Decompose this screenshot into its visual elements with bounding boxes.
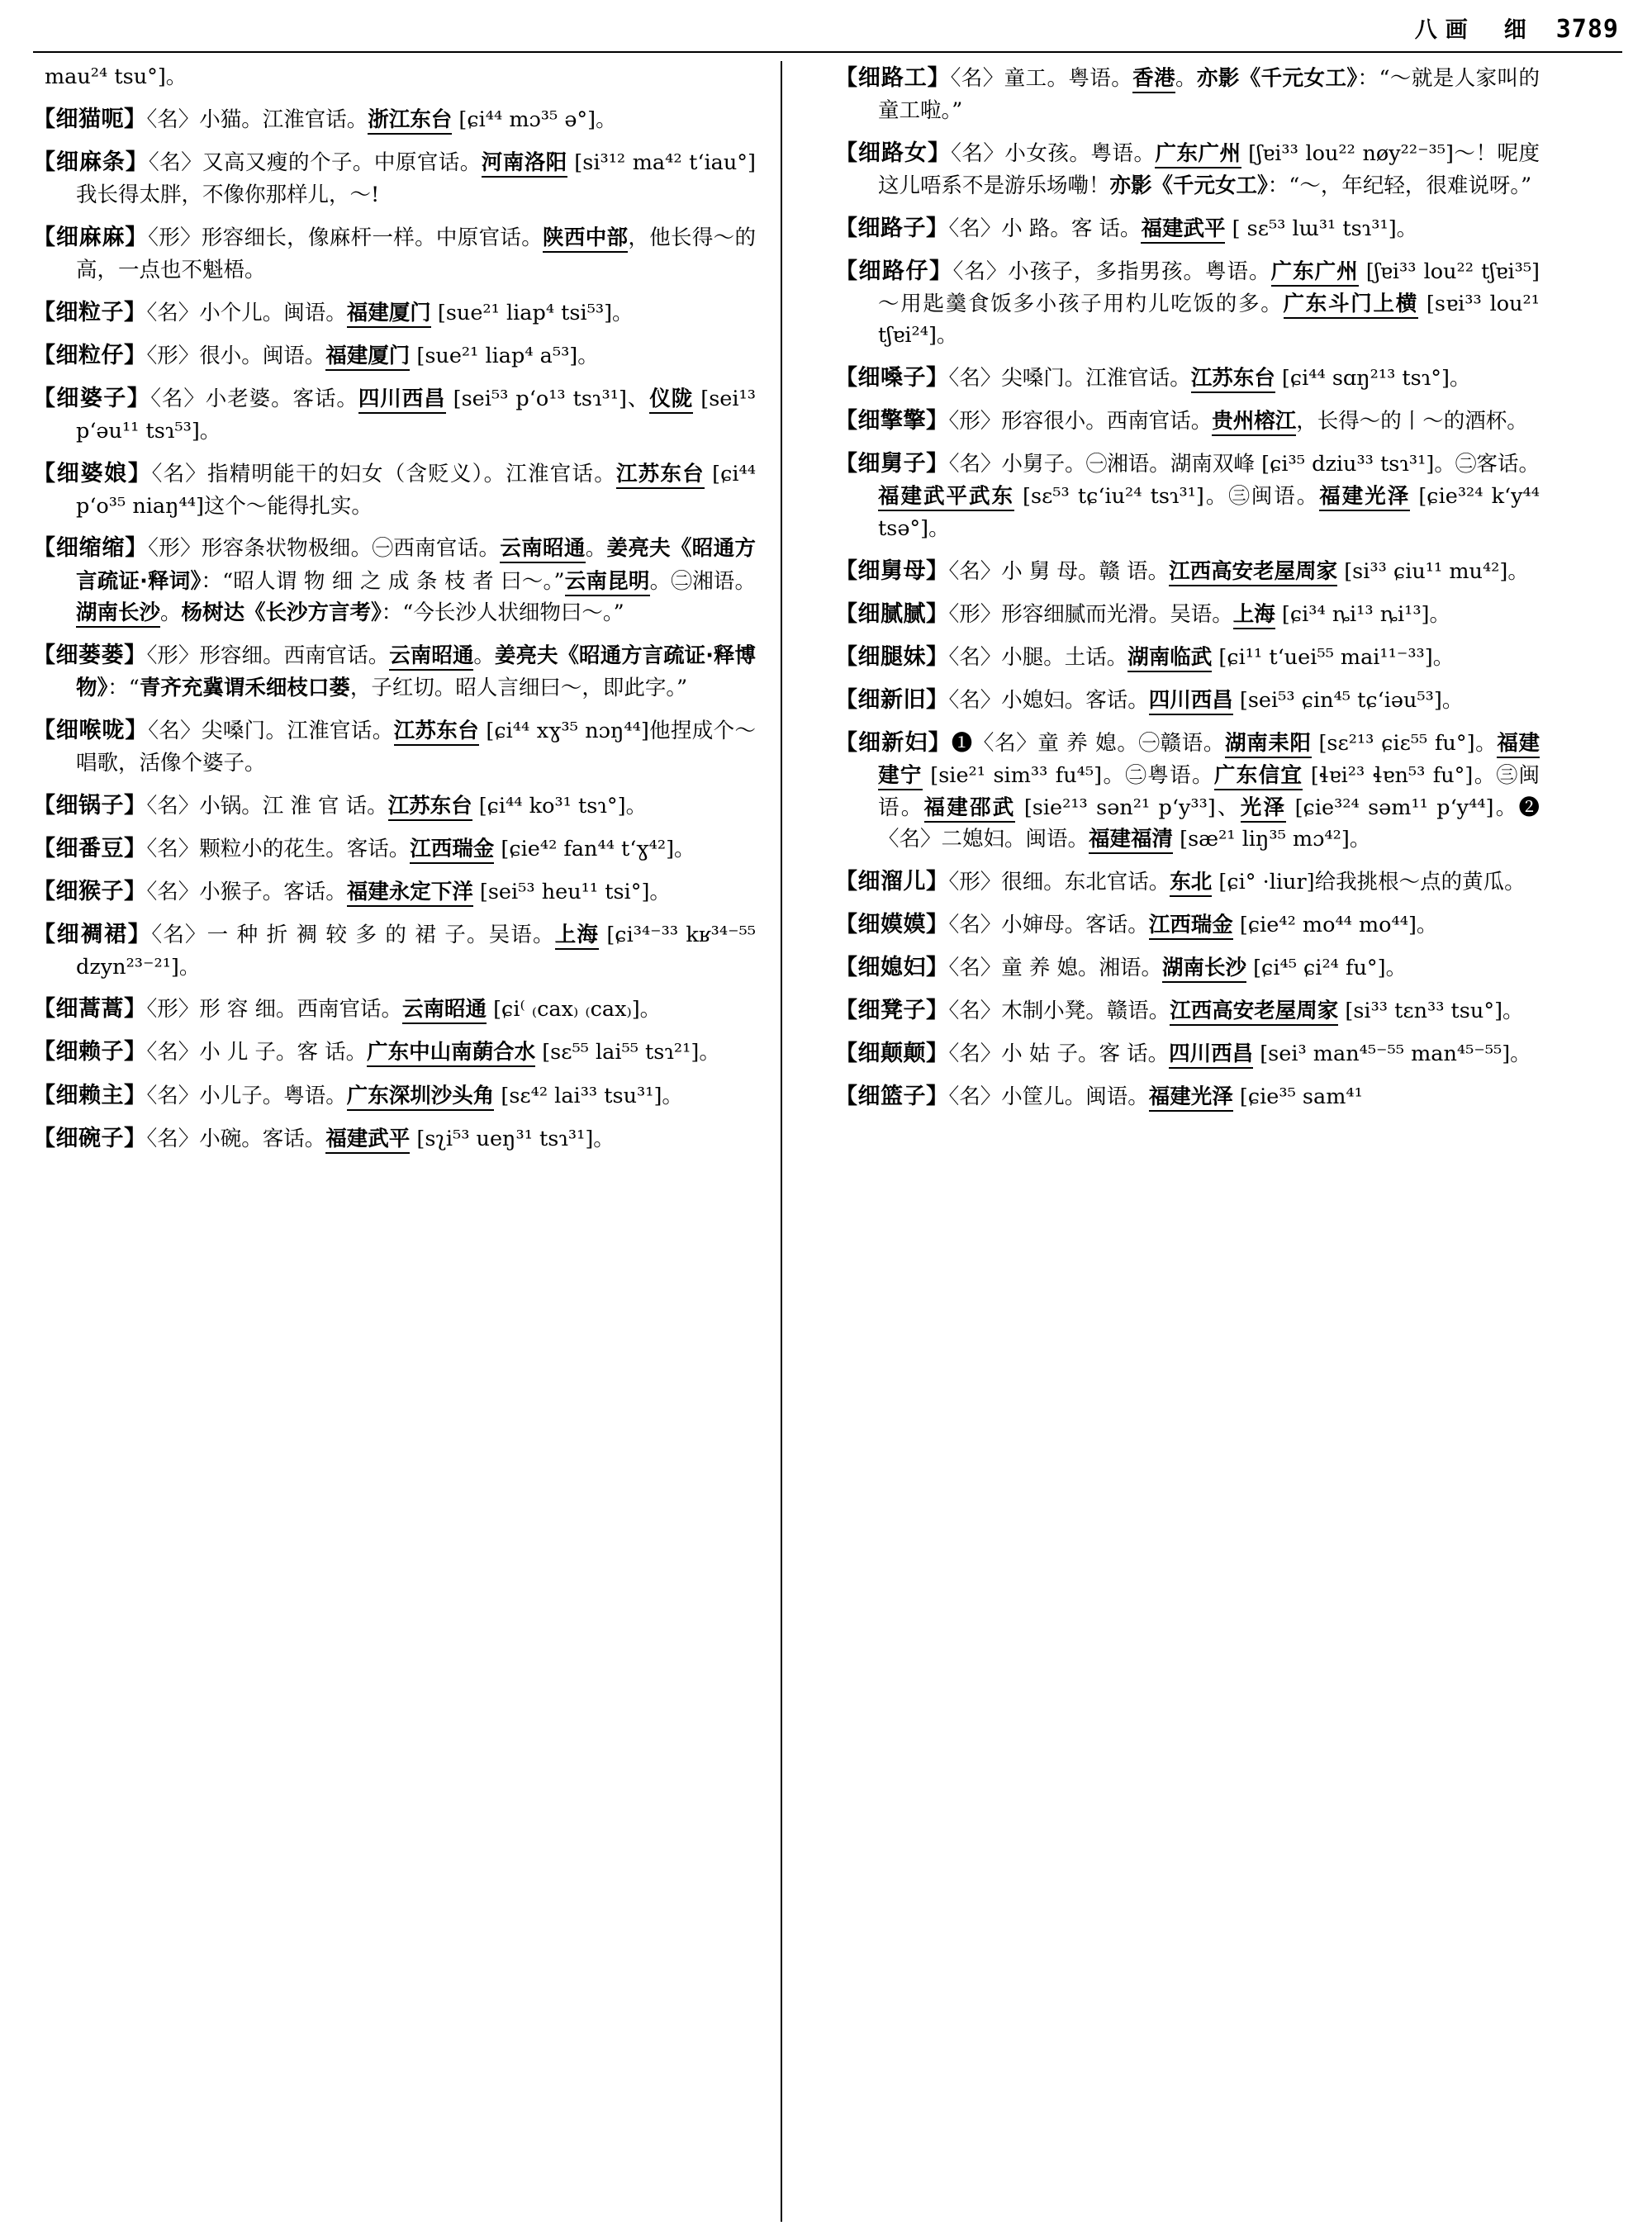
dialect-place: 福建光泽: [1149, 1084, 1233, 1112]
dictionary-entry: [835, 865, 1540, 899]
dialect-place: 浙江东台: [368, 107, 452, 135]
entry-definition: 〈形〉形 容 细。西南官话。云南昭通 [ɕi⁽ ₍cax₎ ₍cax₎]。: [147, 997, 662, 1024]
entry-definition: 〈名〉尖嗓门。江淮官话。江苏东台 [ɕi⁴⁴ sɑŋ²¹³ tsɿ°]。: [949, 366, 1471, 393]
dictionary-entry: [835, 640, 1540, 674]
left-column: [33, 61, 781, 2222]
entry-definition: 〈名〉童 养 媳。湘语。湖南长沙 [ɕi⁴⁵ ɕi²⁴ fu°]。: [949, 956, 1408, 983]
dialect-place: 湖南临武: [1127, 645, 1212, 672]
entry-headword: 【细番豆】: [33, 835, 147, 861]
entry-headword: 【细篮子】: [835, 1084, 949, 1110]
entry-definition: 〈名〉小女孩。粤语。广东广州 [ʃɐi³³ lou²² nøy²²⁻³⁵]～！呢度这儿唔系不是游乐场嘞！亦影《千元女工》：“～，年纪轻，很难说呀。”: [878, 140, 1540, 198]
column-divider: [781, 61, 782, 2222]
entry-headword: 【细路子】: [835, 215, 949, 241]
entry-definition: 〈形〉很细。东北官话。东北 [ɕi° ·liur]给我挑根～点的黄瓜。: [949, 870, 1526, 897]
entry-definition: 〈名〉指精明能干的妇女（含贬义）。江淮官话。江苏东台 [ɕi⁴⁴ pʻo³⁵ niaŋ⁴⁴]这个～能得扎实。: [76, 461, 756, 519]
left-entry-list: [33, 102, 756, 1155]
citation-source: 亦影《千元女工》: [1109, 173, 1268, 198]
entry-headword: 【细缩缩】: [33, 535, 149, 562]
entry-headword: 【细婆子】: [33, 385, 151, 411]
dialect-place: 陕西中部: [543, 225, 628, 253]
entry-headword: 【细凳子】: [835, 998, 949, 1024]
dialect-place: 东北: [1170, 870, 1212, 897]
dialect-place: 贵州榕江: [1212, 409, 1296, 436]
entry-headword: 【细蒌蒌】: [33, 643, 147, 668]
dialect-place: 福建厦门: [325, 344, 410, 371]
entry-headword: 【细嫫嫫】: [835, 912, 949, 938]
dialect-place: 广东广州: [1271, 259, 1359, 287]
entry-headword: 【细新旧】: [835, 686, 949, 713]
right-column: [792, 61, 1540, 2222]
dialect-place: 福建建宁: [878, 731, 1540, 790]
continued-fragment: mau²⁴ tsu°]。: [45, 64, 188, 89]
dialect-place: 江苏东台: [394, 719, 479, 746]
entry-definition: 〈名〉小 路。客 话。福建武平 [ sɛ⁵³ lɯ³¹ tsɿ³¹]。: [949, 216, 1418, 244]
entry-headword: 【细新妇】: [835, 729, 952, 756]
entry-definition: 〈名〉小孩子，多指男孩。粤语。广东广州 [ʃɐi³³ lou²² tʃɐi³⁵] ～用匙羹食饭多小孩子用杓儿吃饭的多。广东斗门上横 [sɐi³³ lou²¹ tʃɐi²⁴]。: [878, 259, 1540, 349]
entry-headword: 【细颠颠】: [835, 1041, 949, 1067]
entry-definition: 〈形〉形容细长，像麻杆一样。中原官话。陕西中部，他长得～的高，一点也不魁梧。: [76, 225, 756, 283]
entry-headword: 【细路女】: [835, 140, 952, 166]
entry-definition: 〈名〉小婶母。客话。江西瑞金 [ɕie⁴² mo⁴⁴ mo⁴⁴]。: [949, 913, 1438, 940]
entry-headword: 【细舅母】: [835, 558, 949, 584]
dictionary-entry: [835, 726, 1540, 856]
entry-definition: 〈名〉小猴子。客话。福建永定下洋 [sei⁵³ heu¹¹ tsi°]。: [147, 880, 671, 907]
dictionary-entry: [33, 296, 756, 330]
dialect-place: 江西瑞金: [1149, 913, 1233, 940]
dictionary-entry: [33, 832, 756, 866]
dialect-place: 江苏东台: [616, 462, 705, 489]
dialect-place: 四川西昌: [1169, 1041, 1253, 1069]
dictionary-entry: [835, 211, 1540, 245]
entry-definition: 〈名〉小 儿 子。客 话。广东中山南蓢合水 [sɛ⁵⁵ lai⁵⁵ tsɿ²¹]。: [147, 1040, 720, 1067]
dictionary-entry: [835, 597, 1540, 631]
entry-definition: 〈名〉尖嗓门。江淮官话。江苏东台 [ɕi⁴⁴ xɣ³⁵ nɔŋ⁴⁴]他捏成个～唱歌，活像个婆子。: [76, 718, 756, 776]
entry-headword: 【细路工】: [835, 65, 951, 91]
entry-headword: 【细媳妇】: [835, 955, 949, 981]
dictionary-entry: [33, 531, 756, 629]
entry-definition: 〈名〉小腿。土话。湖南临武 [ɕi¹¹ tʻuei⁵⁵ mai¹¹⁻³³]。: [949, 645, 1455, 672]
right-entry-list: [835, 61, 1540, 1113]
entry-headword: 【细粒子】: [33, 299, 147, 325]
dictionary-entry: [835, 61, 1540, 127]
entry-definition: ❶〈名〉童 养 媳。㊀赣语。湖南耒阳 [sɛ²¹³ ɕiɛ⁵⁵ fu°]。福建建宁 [sie²¹ sim³³ fu⁴⁵]。㊁粤语。广东信宜 [ɬɐi²³ ɬɐn⁵³ fu°]。㊂闽 语。福建邵武 [sie²¹³ sən²¹ pʻy³³]、光泽 [ɕie³²⁴ səm¹¹ pʻy⁴⁴]。❷〈名〉二媳妇。闽语。福建福清 [sæ²¹ liŋ³⁵ mɔ⁴²]。: [878, 731, 1540, 855]
entry-headword: 【细裯裙】: [33, 921, 152, 947]
dialect-place: 上海: [1233, 602, 1275, 629]
dictionary-entry: [835, 361, 1540, 395]
dictionary-entry: [33, 339, 756, 372]
dictionary-entry: [33, 221, 756, 287]
entry-definition: 〈名〉又高又瘦的个子。中原官话。河南洛阳 [si³¹² ma⁴² tʻiau°]我长得太胖，不像你那样儿，～!: [76, 150, 756, 208]
dialect-place: 河南洛阳: [482, 150, 567, 178]
citation-source: 姜亮夫《昭通方言疏证·释词》: [76, 536, 756, 594]
dialect-place: 福建光泽: [1319, 484, 1410, 511]
entry-headword: 【细婆娘】: [33, 460, 152, 486]
running-head-char: 细: [1503, 17, 1528, 43]
dialect-place: 湖南长沙: [1162, 956, 1246, 983]
entry-definition: 〈名〉小老婆。客话。四川西昌 [sei⁵³ pʻo¹³ tsɿ³¹]、仪陇 [sei¹³ pʻəu¹¹ tsɿ⁵³]。: [76, 386, 756, 444]
entry-headword: 【细碗子】: [33, 1125, 147, 1151]
running-head: [1415, 12, 1619, 44]
dictionary-entry: [33, 1122, 756, 1155]
citation-source: 青齐充冀谓禾细枝口蒌: [139, 676, 350, 701]
dictionary-entry: [33, 875, 756, 909]
entry-headword: 【细路仔】: [835, 258, 953, 284]
entry-headword: 【细赖子】: [33, 1039, 147, 1065]
dictionary-entry: [835, 994, 1540, 1027]
entry-definition: 〈名〉小筐儿。闽语。福建光泽 [ɕie³⁵ sam⁴¹: [949, 1084, 1363, 1112]
dictionary-entry: [835, 254, 1540, 353]
entry-definition: 〈名〉小媳妇。客话。四川西昌 [sei⁵³ ɕin⁴⁵ tɕʻiəu⁵³]。: [949, 688, 1464, 715]
entry-headword: 【细腻腻】: [835, 600, 949, 627]
dictionary-entry: [835, 404, 1540, 438]
entry-definition: 〈名〉小舅子。㊀湘语。湖南双峰 [ɕi³⁵ dziu³³ tsɿ³¹]。㊁客话。福建武平武东 [sɛ⁵³ tɕʻiu²⁴ tsɿ³¹]。㊂闽语。福建光泽 [ɕie³²⁴ kʻy⁴⁴ tsə°]。: [878, 452, 1540, 541]
entry-headword: 【细溜儿】: [835, 869, 949, 895]
entry-definition: 〈名〉颗粒小的花生。客话。江西瑞金 [ɕie⁴² fan⁴⁴ tʻɣ⁴²]。: [147, 837, 695, 864]
dictionary-entry: [835, 1037, 1540, 1070]
dialect-place: 福建武平武东: [878, 484, 1014, 511]
page-number: 3789: [1555, 15, 1619, 44]
text-columns: [33, 61, 1622, 2222]
entry-headword: 【细喉咙】: [33, 717, 149, 743]
dialect-place: 福建邵武: [924, 795, 1016, 823]
dialect-place: 四川西昌: [358, 387, 446, 414]
dialect-place: 湖南耒阳: [1225, 731, 1312, 758]
dialect-place: 云南昭通: [500, 536, 585, 563]
dictionary-entry: [33, 145, 756, 211]
dialect-place: 福建永定下洋: [347, 880, 473, 907]
entry-definition: 〈名〉小儿子。粤语。广东深圳沙头角 [sɛ⁴² lai³³ tsu³¹]。: [147, 1084, 683, 1111]
entry-headword: 【细腿妹】: [835, 643, 949, 670]
entry-definition: 〈名〉木制小凳。赣语。江西高安老屋周家 [si³³ tɛn³³ tsu°]。: [949, 999, 1524, 1026]
entry-definition: 〈形〉很小。闽语。福建厦门 [sue²¹ liap⁴ a⁵³]。: [147, 344, 599, 371]
entry-definition: 〈名〉小个儿。闽语。福建厦门 [sue²¹ liap⁴ tsi⁵³]。: [147, 301, 634, 328]
dialect-place: 湖南长沙: [76, 600, 160, 628]
dialect-place: 江西高安老屋周家: [1170, 999, 1338, 1026]
dialect-place: 江西瑞金: [410, 837, 494, 864]
dictionary-entry: [33, 992, 756, 1026]
entry-headword: 【细擎擎】: [835, 408, 949, 434]
entry-headword: 【细猫呃】: [33, 107, 147, 133]
dialect-place: 福建福清: [1089, 827, 1173, 854]
dictionary-entry: [835, 908, 1540, 942]
dialect-place: 江苏东台: [388, 794, 472, 821]
entry-definition: 〈形〉形容条状物极细。㊀西南官话。云南昭通。姜亮夫《昭通方言疏证·释词》：“昭人谓 物 细 之 成 条 枝 者 曰～。”云南昆明。㊁湘语。湖南长沙。杨树达《长沙方言考》：“今长沙人状细物曰～。”: [76, 536, 756, 628]
dictionary-entry: [835, 951, 1540, 985]
entry-headword: 【细蒿蒿】: [33, 996, 147, 1022]
dialect-place: 江西高安老屋周家: [1169, 559, 1337, 586]
dictionary-entry: [33, 1035, 756, 1069]
dialect-place: 云南昆明: [565, 569, 650, 596]
entry-definition: 〈形〉形容细腻而光滑。吴语。上海 [ɕi³⁴ ȵi¹³ ȵi¹³]。: [949, 602, 1451, 629]
entry-headword: 【细粒仔】: [33, 342, 147, 368]
dialect-place: 四川西昌: [1149, 688, 1233, 715]
dictionary-entry: [835, 554, 1540, 588]
running-head-stroke: 八画: [1414, 17, 1476, 43]
dialect-place: 福建武平: [1141, 216, 1225, 244]
dialect-place: 光泽: [1241, 795, 1287, 823]
header-rule: [33, 51, 1622, 53]
dialect-place: 江苏东台: [1191, 366, 1275, 393]
dialect-place: 广东斗门上横: [1284, 292, 1419, 319]
dictionary-entry: [33, 382, 756, 448]
dialect-place: 上海: [555, 923, 599, 950]
dictionary-entry: [835, 683, 1540, 717]
dialect-place: 福建厦门: [347, 301, 431, 328]
dictionary-entry: [835, 1079, 1540, 1113]
dictionary-entry: [33, 714, 756, 780]
citation-source: 姜亮夫《昭通方言疏证·释博物》: [76, 643, 756, 701]
entry-definition: 〈名〉小猫。江淮官话。浙江东台 [ɕi⁴⁴ mɔ³⁵ ə°]。: [147, 107, 617, 135]
entry-definition: 〈名〉小 舅 母。赣 语。江西高安老屋周家 [si³³ ɕiu¹¹ mu⁴²]。: [949, 559, 1529, 586]
dictionary-entry: [33, 457, 756, 523]
dictionary-entry: [33, 1079, 756, 1113]
entry-headword: 【细猴子】: [33, 878, 147, 904]
entry-headword: 【细嗓子】: [835, 365, 949, 391]
entry-headword: 【细舅子】: [835, 451, 949, 477]
dictionary-entry: [835, 136, 1540, 202]
entry-definition: 〈名〉小碗。客话。福建武平 [sʅi⁵³ ueŋ³¹ tsɿ³¹]。: [147, 1127, 615, 1154]
dialect-place: 香港: [1132, 66, 1175, 93]
entry-headword: 【细麻条】: [33, 149, 149, 176]
dictionary-entry: [33, 102, 756, 136]
entry-headword: 【细麻麻】: [33, 225, 149, 251]
dialect-place: 仪陇: [649, 387, 693, 414]
entry-headword: 【细赖主】: [33, 1082, 147, 1108]
entry-definition: 〈名〉一 种 折 裯 较 多 的 裙 子。吴语。上海 [ɕi³⁴⁻³³ kʁ³⁴⁻⁵⁵ dzyn²³⁻²¹]。: [76, 922, 756, 980]
entry-definition: 〈名〉小锅。江 淮 官 话。江苏东台 [ɕi⁴⁴ ko³¹ tsɿ°]。: [147, 794, 648, 821]
entry-definition: 〈名〉小 姑 子。客 话。四川西昌 [sei³ man⁴⁵⁻⁵⁵ man⁴⁵⁻⁵⁵]。: [949, 1041, 1531, 1069]
entry-definition: 〈形〉形容很小。西南官话。贵州榕江，长得～的丨～的酒杯。: [949, 409, 1528, 436]
dialect-place: 云南昭通: [389, 643, 473, 671]
dialect-place: 广东广州: [1155, 141, 1241, 168]
dictionary-entry: [33, 789, 756, 823]
entry-definition: 〈形〉形容细。西南官话。云南昭通。姜亮夫《昭通方言疏证·释博物》：“青齐充冀谓禾细枝口蒌，子红切。昭人言细曰～，即此字。”: [76, 643, 756, 701]
dialect-place: 广东信宜: [1214, 763, 1303, 790]
dialect-place: 福建武平: [325, 1127, 410, 1154]
entry-definition: 〈名〉童工。粤语。香港。亦影《千元女工》：“～就是人家叫的童工啦。”: [878, 66, 1540, 124]
citation-source: 杨树达《长沙方言考》: [181, 600, 382, 626]
dictionary-entry: [33, 918, 756, 984]
dictionary-entry: [33, 638, 756, 705]
dictionary-entry: [835, 447, 1540, 545]
dialect-place: 广东深圳沙头角: [347, 1084, 495, 1111]
dialect-place: 广东中山南蓢合水: [367, 1040, 535, 1067]
entry-headword: 【细锅子】: [33, 792, 147, 818]
dialect-place: 云南昭通: [402, 997, 487, 1024]
citation-source: 亦影《千元女工》: [1196, 66, 1358, 91]
